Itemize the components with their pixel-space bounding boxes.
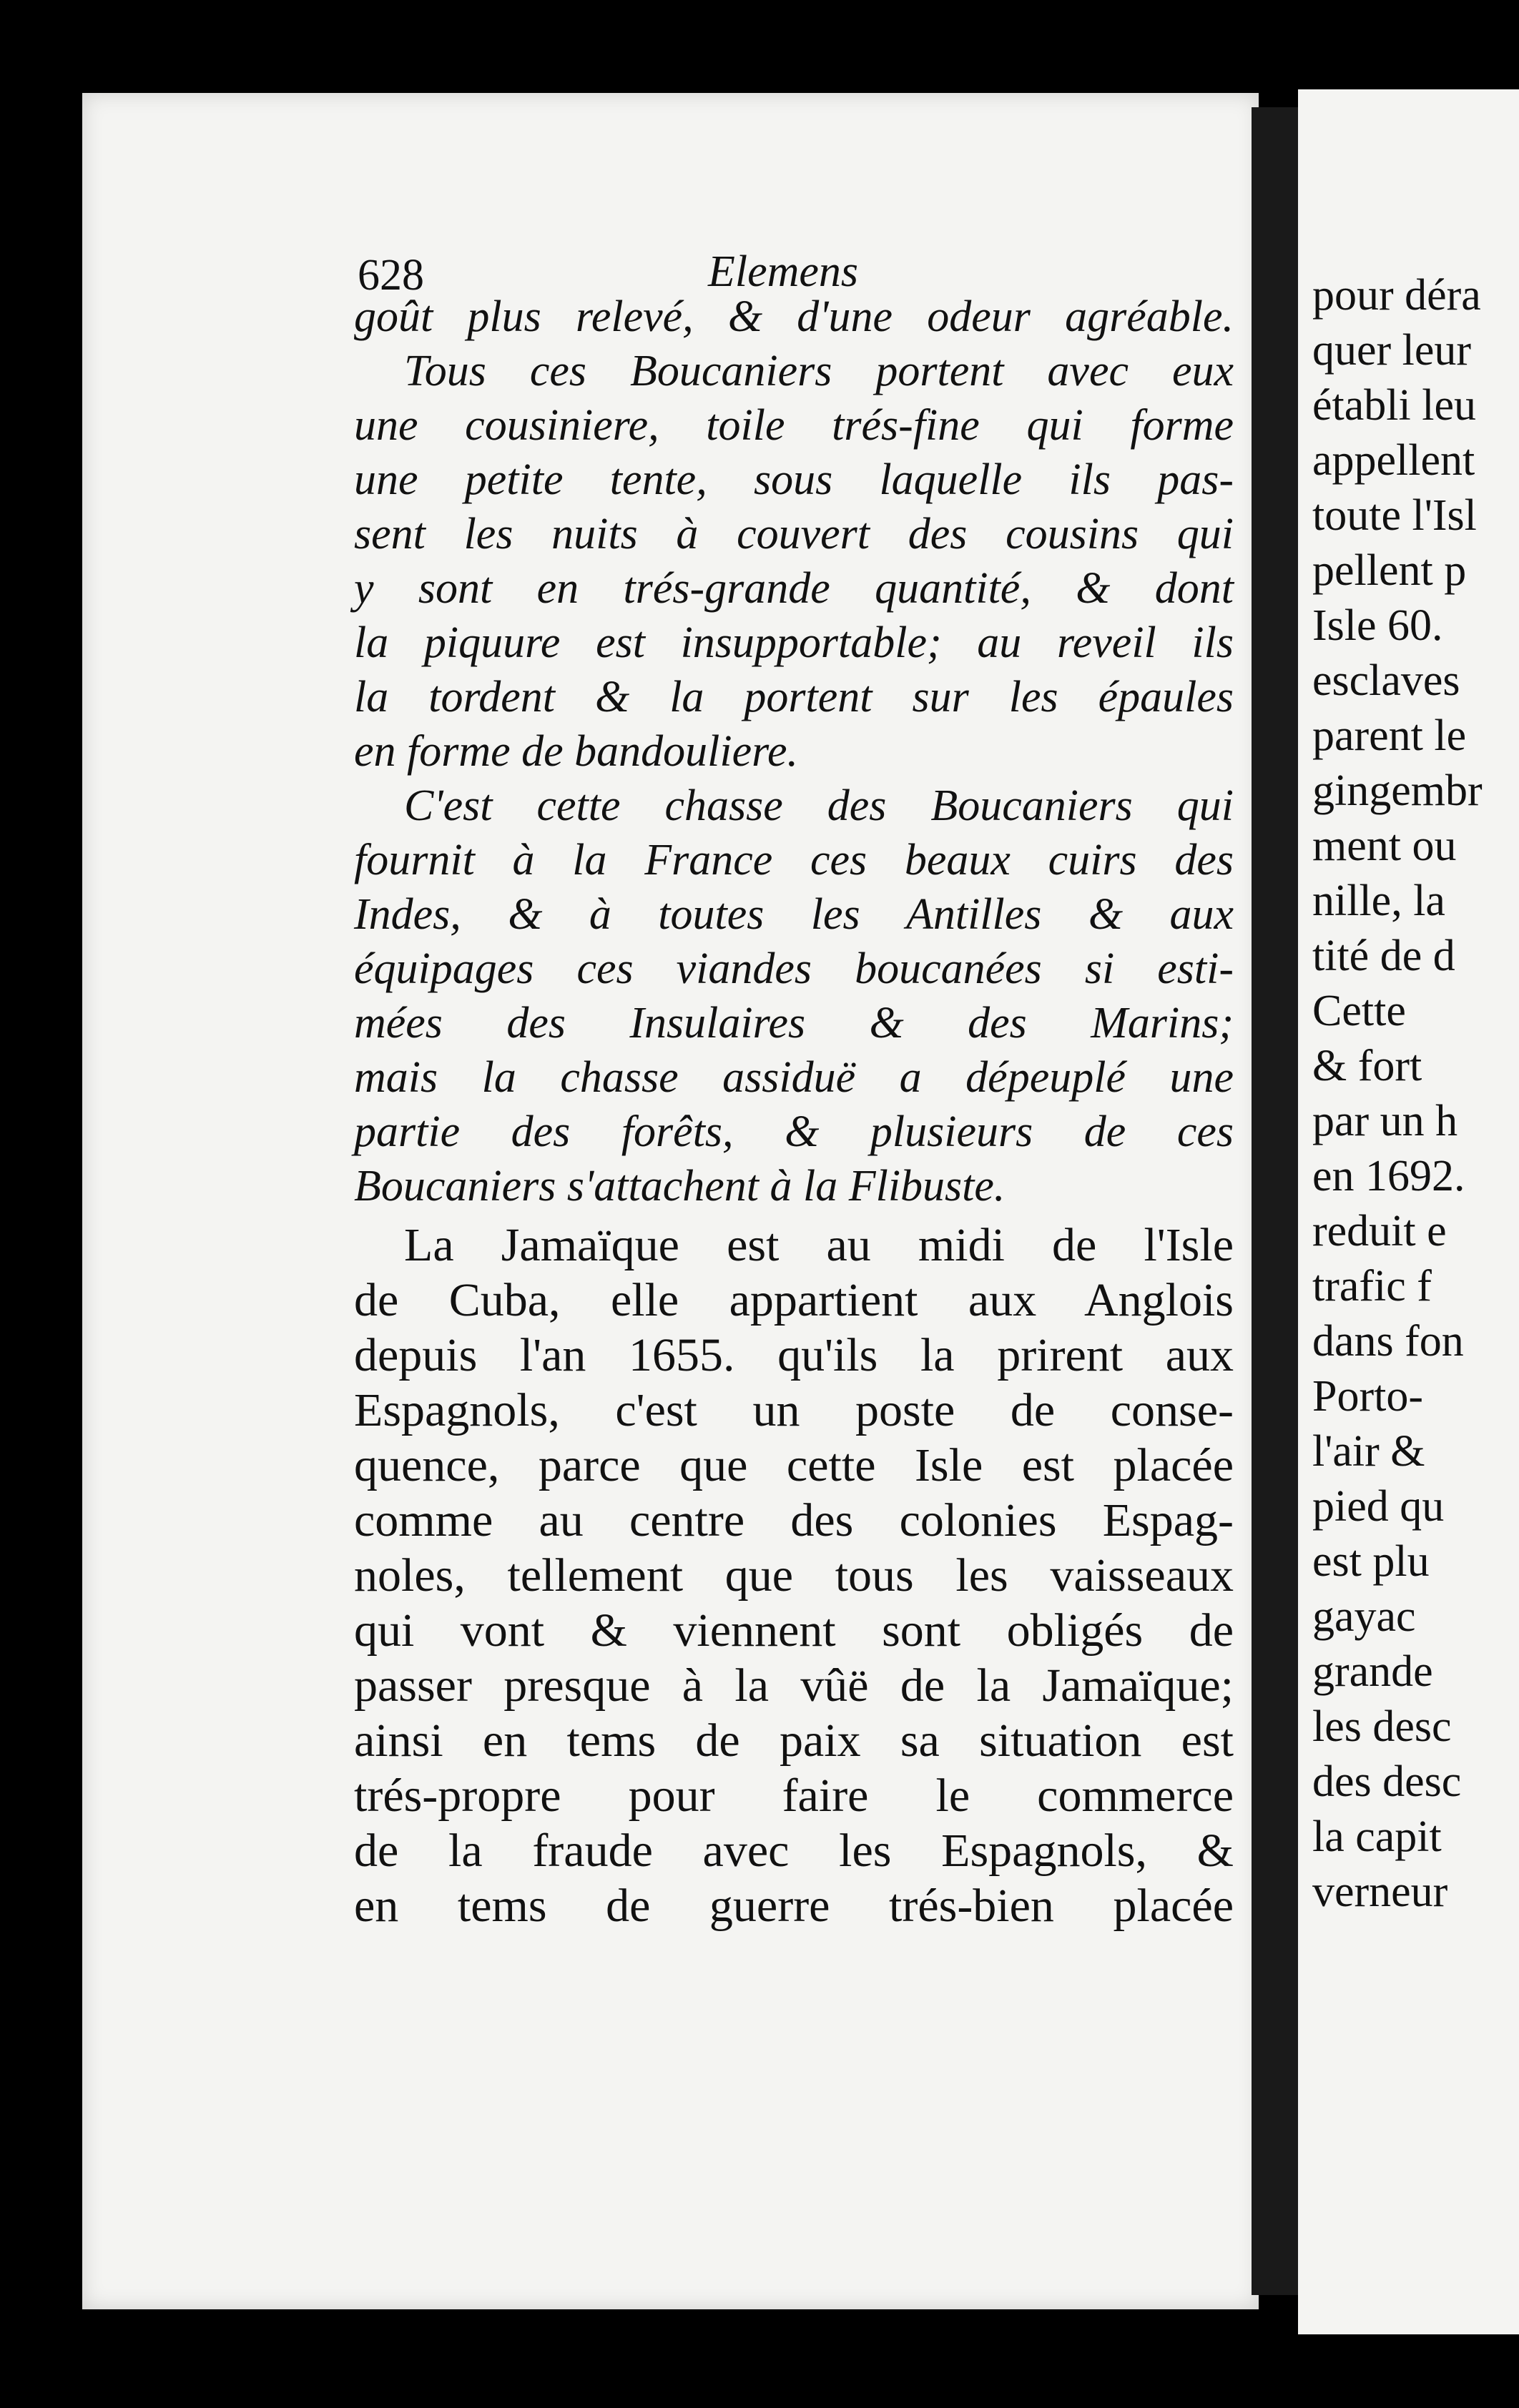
right-text-line: verneur <box>1312 1867 1448 1916</box>
right-text-line: quer leur <box>1312 326 1472 375</box>
text-line: comme au centre des colonies Espag- <box>354 1494 1234 1546</box>
right-text-line: pied qu <box>1312 1482 1445 1531</box>
text-line: mais la chasse assiduë a dépeuplé une <box>354 1053 1234 1102</box>
right-text-line: pour déra <box>1312 271 1481 320</box>
running-title: Elemens <box>708 247 859 296</box>
right-text-line: trafic f <box>1312 1262 1432 1311</box>
right-text-line: ment ou <box>1312 821 1457 870</box>
left-page-body <box>354 290 1234 1933</box>
page-number: 628 <box>358 251 424 300</box>
text-line: partie des forêts, & plusieurs de ces <box>354 1107 1234 1156</box>
italic-paragraphs <box>354 290 1234 1213</box>
text-line: noles, tellement que tous les vaisseaux <box>354 1549 1234 1602</box>
right-text-line: en 1692. <box>1312 1152 1465 1200</box>
right-text-line: esclaves <box>1312 656 1460 705</box>
text-line: Espagnols, c'est un poste de conse- <box>354 1384 1234 1436</box>
right-text-line: & fort <box>1312 1042 1422 1090</box>
text-line: en tems de guerre trés-bien placée <box>354 1880 1234 1932</box>
text-line: quence, parce que cette Isle est placée <box>354 1439 1234 1491</box>
text-line: goût plus relevé, & d'une odeur agréable. <box>354 292 1234 341</box>
right-text-line: reduit e <box>1312 1207 1447 1255</box>
text-line: C'est cette chasse des Boucaniers qui <box>404 781 1234 830</box>
right-text-line: les desc <box>1312 1702 1452 1751</box>
text-line: ainsi en tems de paix sa situation est <box>354 1714 1234 1767</box>
right-text-line: pellent p <box>1312 546 1467 595</box>
text-line: passer presque à la vûë de la Jamaïque; <box>354 1659 1234 1712</box>
text-line: la tordent & la portent sur les épaules <box>354 673 1234 721</box>
text-line: la piquure est insupportable; au reveil ils <box>354 618 1234 667</box>
right-text-line: établi leu <box>1312 381 1476 430</box>
text-line: de la fraude avec les Espagnols, & <box>354 1825 1234 1877</box>
text-line: La Jamaïque est au midi de l'Isle <box>404 1219 1234 1271</box>
right-text-line: dans fon <box>1312 1317 1464 1366</box>
text-line: fournit à la France ces beaux cuirs des <box>354 836 1234 884</box>
jamaica-paragraph <box>354 1218 1234 1933</box>
right-text-line: Cette <box>1312 987 1406 1035</box>
right-text-line: Isle 60. <box>1312 601 1443 650</box>
text-line: une cousiniere, toile trés-fine qui forme <box>354 401 1234 450</box>
right-page-text <box>1312 268 1519 1920</box>
right-text-line: gayac <box>1312 1592 1416 1641</box>
text-line: Boucaniers s'attachent à la Flibuste. <box>354 1162 1006 1210</box>
text-line: Indes, & à toutes les Antilles & aux <box>354 890 1234 939</box>
right-text-line: parent le <box>1312 711 1467 760</box>
right-text-line: nille, la <box>1312 877 1445 925</box>
right-text-line: l'air & <box>1312 1427 1425 1476</box>
right-text-line: tité de d <box>1312 932 1455 980</box>
text-line: mées des Insulaires & des Marins; <box>354 999 1234 1047</box>
text-line: en forme de bandouliere. <box>354 727 798 776</box>
right-text-line: appellent <box>1312 436 1475 485</box>
right-text-line: des desc <box>1312 1757 1462 1806</box>
right-page <box>1298 89 1519 2334</box>
text-line: depuis l'an 1655. qu'ils la prirent aux <box>354 1329 1234 1381</box>
book-spine <box>1252 107 1302 2295</box>
text-line: Tous ces Boucaniers portent avec eux <box>404 347 1234 395</box>
text-line: sent les nuits à couvert des cousins qui <box>354 510 1234 558</box>
right-text-line: est plu <box>1312 1537 1430 1586</box>
text-line: de Cuba, elle appartient aux Anglois <box>354 1274 1234 1326</box>
right-text-line: par un h <box>1312 1097 1458 1145</box>
right-text-line: grande <box>1312 1647 1433 1696</box>
text-line: équipages ces viandes boucanées si esti- <box>354 944 1234 993</box>
text-line: y sont en trés-grande quantité, & dont <box>354 564 1234 613</box>
right-text-line: gingembr <box>1312 766 1483 815</box>
right-text-line: Porto- <box>1312 1372 1423 1421</box>
right-text-line: la capit <box>1312 1812 1442 1861</box>
text-line: trés-propre pour faire le commerce <box>354 1770 1234 1822</box>
text-line: qui vont & viennent sont obligés de <box>354 1604 1234 1657</box>
text-line: une petite tente, sous laquelle ils pas- <box>354 455 1234 504</box>
right-text-line: toute l'Isl <box>1312 491 1477 540</box>
